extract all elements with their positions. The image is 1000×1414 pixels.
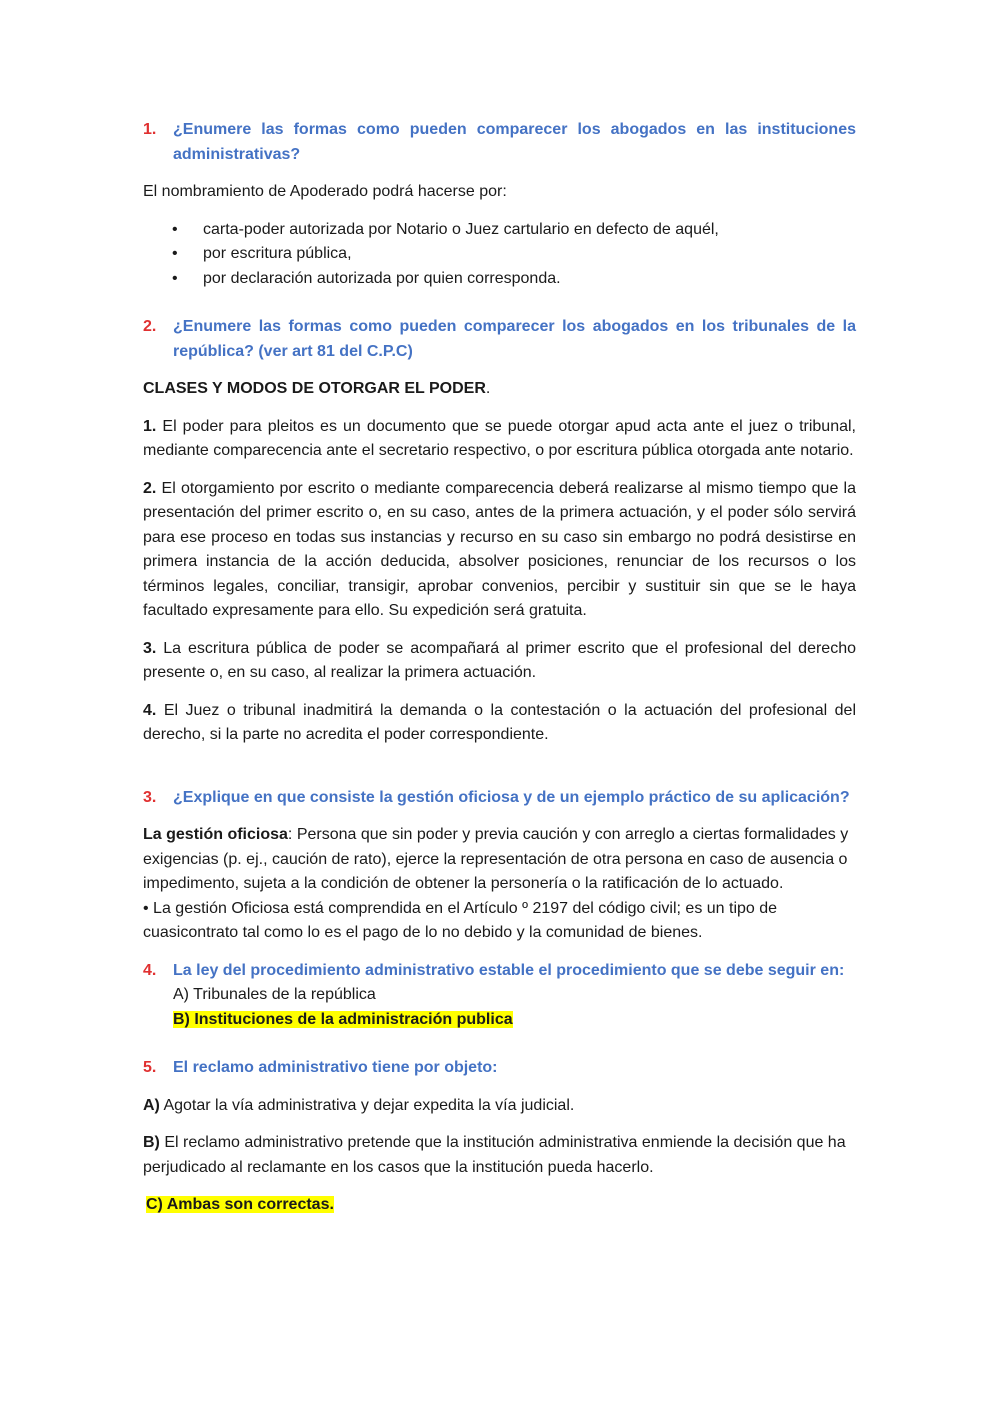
q4-option-a: A) Tribunales de la república [173, 986, 376, 1003]
question-4-text: La ley del procedimiento administrativo estable el procedimiento que se debe seguir en: [173, 961, 845, 979]
question-1-number: 1. [143, 121, 157, 138]
q4-option-b [143, 1008, 856, 1033]
highlighted-answer: B) Instituciones de la administración publica [173, 1010, 513, 1028]
question-3-text: ¿Explique en que consiste la gestión oficiosa y de un ejemplo práctico de su aplicación? [173, 788, 850, 806]
q2-item-2: 2. El otorgamiento por escrito o mediante comparecencia deberá realizarse al mismo tiempo que la presentación del primer escrito o, en su caso, antes de la primera actuación, y el poder sólo servirá para ese proceso en todas sus instancias y recurso en su caso sin embargo no podrá desistirse en primera instancia de la acción deducida, absolver posiciones, renunciar de los recursos o los términos legales, conciliar, transigir, aprobar convenios, percibir y sustituir sin que se le haya facultado expresamente para ello. Su expedición será gratuita. [143, 479, 856, 619]
q2-heading: CLASES Y MODOS DE OTORGAR EL PODER. [143, 380, 491, 397]
bullet-icon: • [172, 245, 178, 262]
q3-definition: La gestión oficiosa: Persona que sin poder y previa caución y con arreglo a ciertas formalidades y exigencias (p. ej., caución de rato), ejerce la representación de otra persona en caso de ausencia o impedimento, sujeta a la condición de obtener la personería o la ratificación de lo actuado. [143, 826, 849, 892]
list-item: • carta-poder autorizada por Notario o Juez cartulario en defecto de aquél, [143, 218, 856, 243]
document-body [143, 118, 856, 1218]
question-3 [143, 786, 856, 811]
question-2 [143, 315, 856, 364]
q2-item-1: 1. El poder para pleitos es un documento que se puede otorgar apud acta ante el juez o tribunal, mediante comparecencia ante el secretario respectivo, o por escritura pública otorgada ante notario. [143, 417, 856, 459]
list-item: • por escritura pública, [143, 242, 856, 267]
question-5 [143, 1056, 856, 1081]
list-item: • por declaración autorizada por quien corresponda. [143, 267, 856, 292]
highlighted-answer: C) Ambas son correctas. [146, 1196, 334, 1213]
bullet-icon: • [172, 269, 178, 287]
question-4 [143, 959, 856, 984]
question-2-text: ¿Enumere las formas como pueden comparecer los abogados en los tribunales de la república? (ver art 81 del C.P.C) [173, 318, 856, 360]
q3-note: • La gestión Oficiosa está comprendida en el Artículo º 2197 del código civil; es un tipo de cuasicontrato tal como lo es el pago de lo no debido y la comunidad de bienes. [143, 899, 778, 941]
question-4-number: 4. [143, 961, 157, 979]
q5-option-a: A) Agotar la vía administrativa y dejar expedita la vía judicial. [143, 1096, 575, 1114]
q5-option-c [143, 1193, 856, 1218]
question-5-number: 5. [143, 1059, 157, 1076]
question-5-text: El reclamo administrativo tiene por objeto: [173, 1059, 498, 1076]
question-1-text: ¿Enumere las formas como pueden comparecer los abogados en las instituciones administrativas? [173, 121, 856, 163]
question-2-number: 2. [143, 318, 157, 335]
q1-intro: El nombramiento de Apoderado podrá hacerse por: [143, 183, 507, 200]
q2-item-4: 4. El Juez o tribunal inadmitirá la demanda o la contestación o la actuación del profesional del derecho, si la parte no acredita el poder correspondiente. [143, 701, 856, 743]
q2-item-3: 3. La escritura pública de poder se acompañará al primer escrito que el profesional del derecho presente o, en su caso, al realizar la primera actuación. [143, 639, 856, 681]
q1-bullet-list [143, 218, 856, 292]
q5-option-b: B) El reclamo administrativo pretende que la institución administrativa enmiende la decisión que ha perjudicado al reclamante en los casos que la institución pueda hacerlo. [143, 1134, 846, 1176]
question-1 [143, 118, 856, 167]
question-3-number: 3. [143, 788, 157, 806]
bullet-icon: • [172, 220, 178, 238]
